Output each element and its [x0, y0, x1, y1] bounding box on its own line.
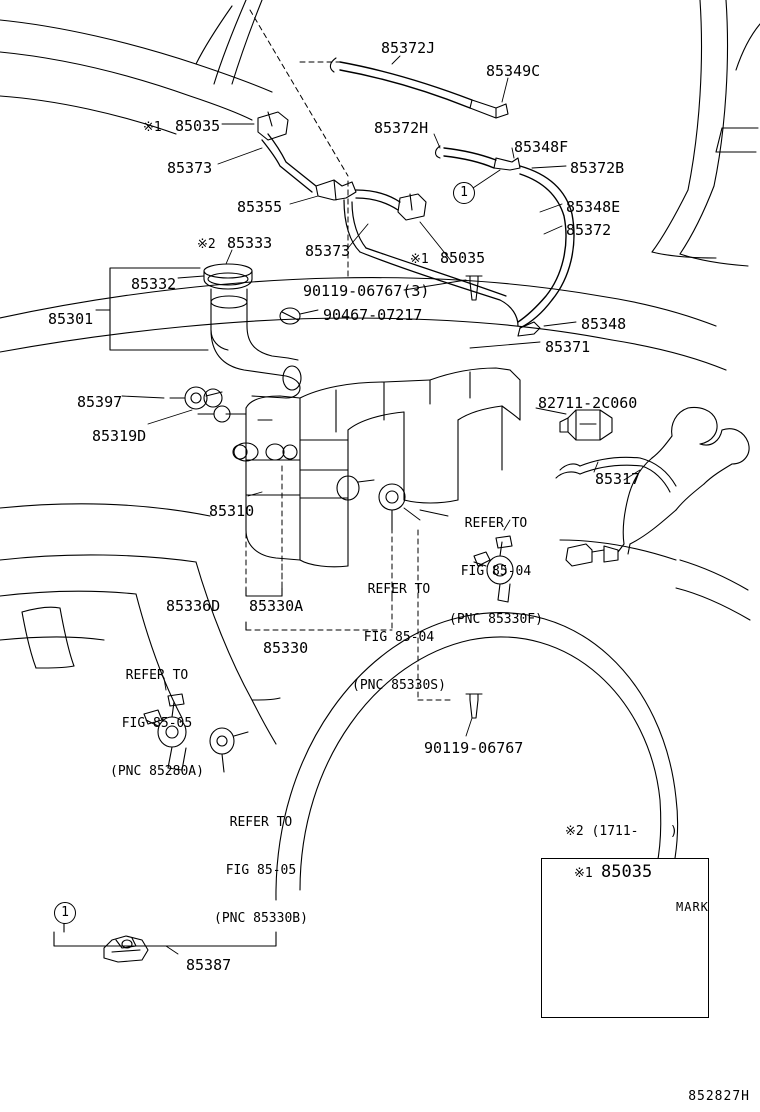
part-label-85373-mid: 85373	[305, 242, 351, 260]
reference-note-85330s	[352, 550, 446, 726]
reference-note-line: REFER TO	[125, 668, 189, 683]
part-label-90119-06767: 90119-06767	[424, 739, 524, 757]
callout-marker-1-legend: 1	[54, 902, 76, 924]
inset-title-mark: ※1	[574, 866, 593, 881]
part-label-85301: 85301	[48, 310, 94, 328]
part-label-85372j: 85372J	[381, 39, 436, 57]
part-label-85348e: 85348E	[566, 198, 621, 216]
part-label-85373-left: 85373	[167, 159, 213, 177]
reference-note-line: (PNC 85330F)	[449, 612, 543, 627]
inset-title-code: 85035	[601, 862, 653, 882]
reference-note-85330b	[214, 783, 308, 959]
part-label-85372h: 85372H	[374, 119, 429, 137]
inset-mark-label: MARK	[676, 900, 709, 914]
part-label-85372: 85372	[566, 221, 612, 239]
part-label-85317: 85317	[595, 470, 641, 488]
part-label-85349c: 85349C	[486, 62, 541, 80]
part-label-82711-2c060: 82711-2C060	[538, 394, 638, 412]
part-label-85319d: 85319D	[92, 427, 147, 445]
reference-note-line: REFER TO	[464, 516, 528, 531]
part-label-85372b: 85372B	[570, 159, 625, 177]
part-label-90119-06767-3: 90119-06767(3)	[303, 282, 430, 300]
reference-note-line: FIG 85-05	[121, 716, 193, 731]
mark-prefix-85035-lower: ※1	[410, 252, 429, 267]
part-label-85310: 85310	[209, 502, 255, 520]
reference-note-line: (PNC 85330B)	[214, 911, 308, 926]
part-label-85333: 85333	[227, 234, 273, 252]
reference-note-85280a	[110, 636, 204, 812]
reference-note-line: (PNC 85330S)	[352, 678, 446, 693]
figure-code: 852827H	[688, 1089, 750, 1104]
reference-note-line: FIG 85-04	[460, 564, 532, 579]
reference-note-line: (PNC 85280A)	[110, 764, 204, 779]
callout-marker-1-diagram: 1	[453, 182, 475, 204]
inset-panel-85035	[541, 858, 709, 1018]
mark-prefix-85035-upper: ※1	[143, 120, 162, 135]
part-label-85035-upper: 85035	[175, 117, 221, 135]
part-label-85330: 85330	[263, 639, 309, 657]
mark-prefix-85333: ※2	[197, 237, 216, 252]
part-label-85397: 85397	[77, 393, 123, 411]
part-label-85348f: 85348F	[514, 138, 569, 156]
reference-note-line: REFER TO	[229, 815, 293, 830]
reference-note-85330f	[449, 484, 543, 660]
part-label-90467-07217: 90467-07217	[323, 306, 423, 324]
reference-note-line: REFER TO	[367, 582, 431, 597]
reference-note-line: FIG 85-04	[363, 630, 435, 645]
part-label-85332: 85332	[131, 275, 177, 293]
footnote-date-range: ※2 (1711- )	[565, 824, 678, 839]
part-label-85035-lower: 85035	[440, 249, 486, 267]
part-label-85330a: 85330A	[249, 597, 304, 615]
part-label-85371: 85371	[545, 338, 591, 356]
reference-note-line: FIG 85-05	[225, 863, 297, 878]
part-label-85336d: 85336D	[166, 597, 221, 615]
part-label-85348: 85348	[581, 315, 627, 333]
part-label-85387: 85387	[186, 956, 232, 974]
part-label-85355: 85355	[237, 198, 283, 216]
